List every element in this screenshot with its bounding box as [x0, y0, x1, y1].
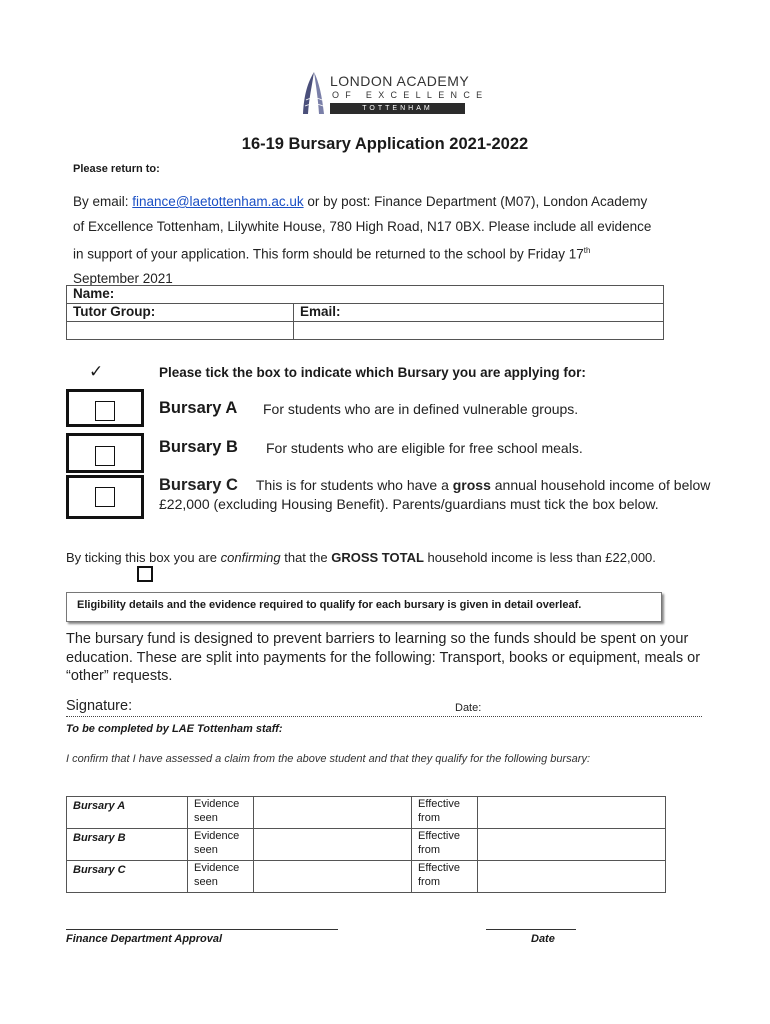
evidence-field[interactable]: [254, 797, 412, 829]
bursary-a-name: Bursary A: [159, 399, 238, 417]
bursary-cell: Bursary B: [67, 829, 188, 861]
bursary-b-description: For students who are eligible for free school meals.: [266, 440, 583, 456]
approval-date-line[interactable]: [486, 929, 576, 930]
bursary-c-desc-post: annual household income of below £22,000 (excluding Housing Benefit). Parents/guardians must tick the box below.: [159, 477, 711, 512]
intro-middle: or by post: Finance Department (M07), London Academy of Excellence Tottenham, Lilywhite House, 780 High Road, N17 0BX. Please include all evidence in support of your application. This form should be returned to the school by Friday 17: [73, 194, 652, 262]
bursary-c-block: [159, 476, 719, 513]
logo-line-3: TOTTENHAM: [330, 103, 465, 114]
bursary-b-name: Bursary B: [159, 438, 238, 456]
school-logo: [300, 70, 489, 116]
tick-icon: ✓: [89, 362, 104, 381]
signature-label: Signature:: [66, 698, 133, 714]
effective-field[interactable]: [478, 829, 666, 861]
finance-approval-label: Finance Department Approval: [66, 933, 223, 945]
bursary-a-description: For students who are in defined vulnerable groups.: [263, 401, 579, 417]
table-row: [67, 861, 666, 893]
student-info-table: [66, 285, 664, 340]
income-confirmation: [66, 549, 706, 566]
intro-suffix: September 2021: [73, 271, 173, 286]
effective-label: Effective from: [412, 829, 478, 861]
email-field[interactable]: [294, 322, 664, 340]
intro-sup: th: [583, 246, 591, 255]
staff-table: [66, 796, 666, 893]
eligibility-note: Eligibility details and the evidence required to qualify for each bursary is given in detail overleaf.: [66, 592, 662, 622]
tutor-group-label: Tutor Group:: [73, 304, 156, 319]
bursary-c-name: Bursary C: [159, 476, 238, 494]
email-label: Email:: [300, 304, 341, 319]
bursary-b-checkbox[interactable]: [66, 433, 144, 473]
effective-field[interactable]: [478, 797, 666, 829]
evidence-field[interactable]: [254, 829, 412, 861]
name-label: Name:: [73, 286, 115, 301]
confirm-mid: that the: [280, 550, 332, 565]
intro-prefix: By email:: [73, 194, 133, 209]
signature-line[interactable]: [66, 716, 702, 717]
evidence-label: Evidence seen: [188, 861, 254, 893]
table-row: [67, 797, 666, 829]
approval-date-label: Date: [531, 933, 555, 945]
logo-line-1: LONDON ACADEMY: [330, 73, 470, 89]
confirm-post: household income is less than £22,000.: [423, 550, 656, 565]
checkbox-square-icon: [95, 487, 115, 507]
table-row: [67, 829, 666, 861]
staff-heading: To be completed by LAE Tottenham staff:: [66, 723, 283, 735]
evidence-label: Evidence seen: [188, 797, 254, 829]
email-label-cell: [294, 304, 664, 322]
tutor-group-field[interactable]: [67, 322, 294, 340]
income-confirm-checkbox[interactable]: [137, 566, 153, 582]
confirm-pre: By ticking this box you are: [66, 550, 221, 565]
confirm-bold: GROSS TOTAL: [331, 550, 424, 565]
bursary-c-desc-bold: gross: [452, 477, 491, 493]
bursary-cell: Bursary A: [67, 797, 188, 829]
confirm-italic: confirming: [220, 550, 281, 565]
logo-emblem-icon: [300, 70, 328, 116]
page-title: 16-19 Bursary Application 2021-2022: [241, 135, 529, 153]
logo-line-2: OF EXCELLENCE: [332, 90, 489, 100]
bursary-c-desc-pre: This is for students who have a: [255, 477, 453, 493]
bursary-cell: Bursary C: [67, 861, 188, 893]
checkbox-square-icon: [95, 401, 115, 421]
tutor-group-label-cell: [67, 304, 294, 322]
checkbox-square-icon: [95, 446, 115, 466]
bursary-c-checkbox[interactable]: [66, 475, 144, 519]
effective-field[interactable]: [478, 861, 666, 893]
date-label: Date:: [455, 702, 482, 714]
finance-approval-line[interactable]: [66, 929, 338, 930]
return-to-label: Please return to:: [73, 163, 160, 175]
evidence-label: Evidence seen: [188, 829, 254, 861]
name-field[interactable]: [67, 286, 664, 304]
intro-paragraph: [73, 190, 657, 292]
fund-description: The bursary fund is designed to prevent barriers to learning so the funds should be spent on your education. These are split into payments for the following: Transport, books or equipment, meals or “other” requests.: [66, 631, 701, 684]
finance-email-link[interactable]: finance@laetottenham.ac.uk: [132, 194, 304, 209]
bursary-a-checkbox[interactable]: [66, 389, 144, 427]
evidence-field[interactable]: [254, 861, 412, 893]
effective-label: Effective from: [412, 861, 478, 893]
effective-label: Effective from: [412, 797, 478, 829]
staff-confirmation: I confirm that I have assessed a claim from the above student and that they qualify for the following bursary:: [66, 753, 590, 765]
tick-instruction: Please tick the box to indicate which Bursary you are applying for:: [159, 365, 586, 380]
